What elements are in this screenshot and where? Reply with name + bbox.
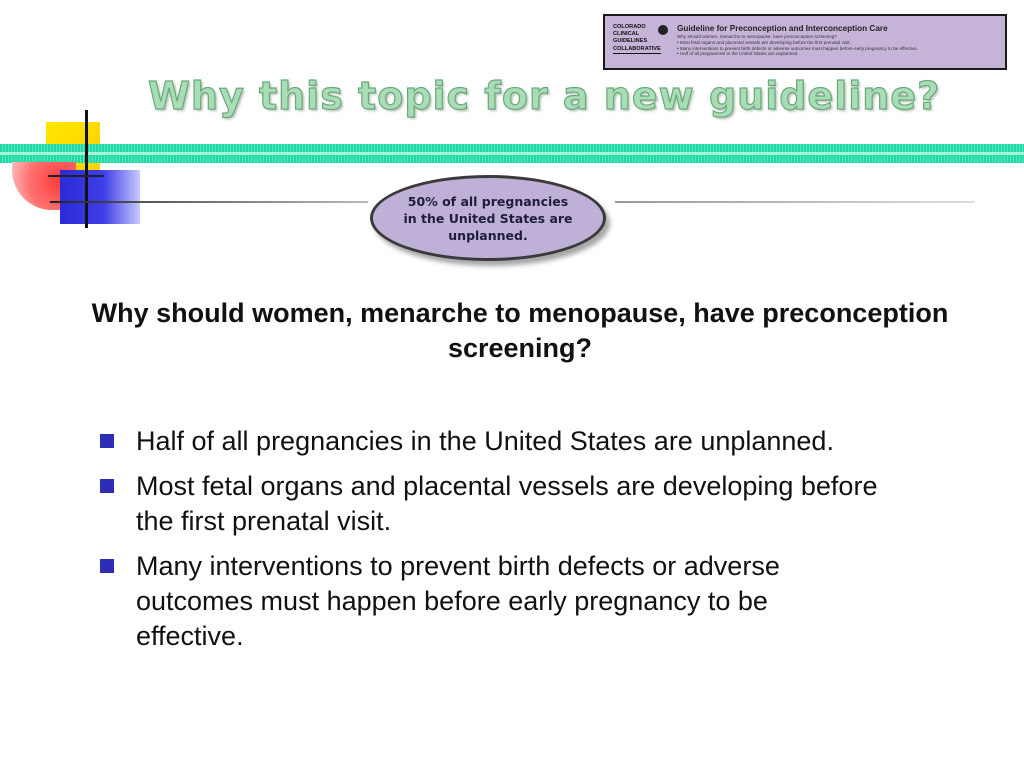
bullet-text: Half of all pregnancies in the United States are unplanned.	[136, 426, 834, 456]
decor-vertical-line	[85, 110, 88, 228]
teal-band-highlight	[0, 152, 1024, 155]
logo-line-1: COLORADO	[613, 24, 646, 30]
logo-line-3: COLLABORATIVE	[613, 46, 661, 54]
thumbnail-text	[677, 24, 999, 57]
bullet-text: Most fetal organs and placental vessels are developing before the first prenatal visit.	[136, 471, 878, 536]
callout-text: 50% of all pregnancies in the United States are unplanned.	[403, 193, 573, 243]
square-bullet-icon	[100, 559, 114, 573]
logo-line-2: CLINICAL GUIDELINES	[613, 31, 648, 45]
bullet-text: Many interventions to prevent birth defects or adverse outcomes must happen before early pregnancy to be effective.	[136, 551, 780, 651]
bullet-list	[98, 424, 878, 664]
decor-short-line	[48, 175, 104, 177]
square-bullet-icon	[100, 479, 114, 493]
slide-title: Why this topic for a new guideline?	[148, 74, 941, 118]
thumbnail-line: • Many interventions to prevent birth defects or adverse outcomes must happen before early pregnancy to be effective.	[677, 45, 918, 51]
decor-right-rule	[615, 201, 975, 203]
thumbnail-line: • Half of all pregnancies in the United States are unplanned.	[677, 51, 799, 57]
decor-left-rule	[50, 201, 368, 203]
callout-oval	[370, 175, 606, 261]
thumbnail-title: Guideline for Preconception and Interconception Care	[677, 24, 888, 33]
thumbnail-line: • Most fetal organs and placental vessels are developing before the first prenatal visit.	[677, 39, 851, 45]
logo-emblem-icon	[658, 25, 668, 35]
decor-blue-square	[60, 170, 140, 224]
square-bullet-icon	[100, 434, 114, 448]
question-heading: Why should women, menarche to menopause, have preconception screening?	[91, 298, 949, 363]
guideline-thumbnail	[603, 14, 1007, 70]
list-item	[98, 424, 878, 459]
list-item	[98, 549, 878, 654]
list-item	[98, 469, 878, 539]
thumbnail-line: Why should women, menarche to menopause, have preconception screening?	[677, 34, 837, 39]
colorado-guidelines-logo	[613, 24, 671, 64]
